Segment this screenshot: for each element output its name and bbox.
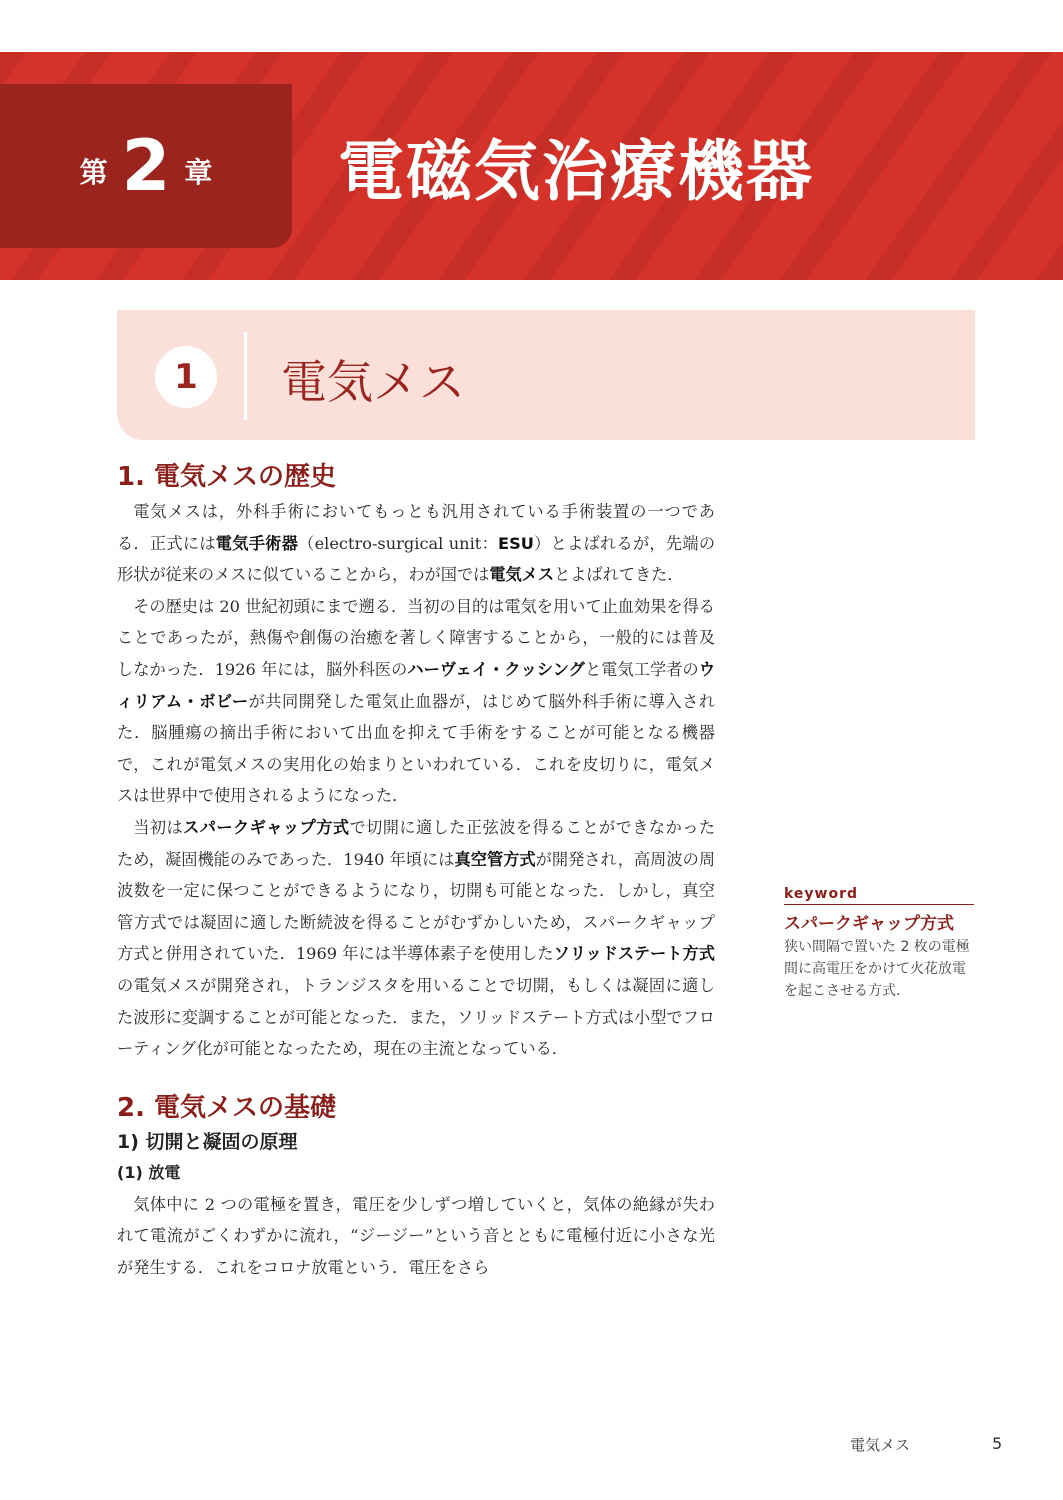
- chapter-number: 2: [121, 125, 171, 207]
- heading-basics: 2. 電気メスの基礎: [117, 1092, 337, 1123]
- footer-section: 電気メス: [850, 1436, 911, 1454]
- keyword-label: keyword: [784, 886, 974, 905]
- subsubheading-discharge: (1) 放電: [117, 1162, 181, 1182]
- paragraph-1: 電気メスは，外科手術においてもっとも汎用されている手術装置の一つである．正式には電気手術器（electro-surgical unit：ESU）とよばれるが，先端の形状が従来のメスに似ていることから，わが国では電気メスとよばれてきた．: [117, 502, 716, 585]
- page-number: 5: [992, 1434, 1003, 1453]
- subheading-principle: 1) 切開と凝固の原理: [117, 1130, 298, 1153]
- chapter-prefix: 第: [79, 156, 108, 189]
- main-content: [117, 458, 715, 1283]
- chapter-title: 電磁気治療機器: [338, 133, 814, 210]
- section-number: 1: [155, 346, 217, 408]
- chapter-tab: [0, 84, 292, 248]
- keyword-box: [784, 886, 974, 1002]
- paragraph-2: その歴史は 20 世紀初頭にまで遡る．当初の目的は電気を用いて止血効果を得ることであったが，熱傷や創傷の治癒を著しく障害することから，一般的には普及しなかった．1926 年には，脳外科医のハーヴェイ・クッシングと電気工学者のウィリアム・ボビーが共同開発した電気止血器が，はじめて脳外科手術に導入された．脳腫瘍の摘出手術において出血を抑えて手術をすることが可能となる機器で，これが電気メスの実用化の始まりといわれている．これを皮切りに，電気メスは世界中で使用されるようになった．: [117, 596, 716, 806]
- keyword-term: スパークギャップ方式: [784, 914, 954, 934]
- section-title: 電気メス: [281, 355, 465, 409]
- paragraph-3: 当初はスパークギャップ方式で切開に適した正弦波を得ることができなかったため，凝固機能のみであった．1940 年頃には真空管方式が開発され，高周波の周波数を一定に保つことができるようになり，切開も可能となった．しかし，真空管方式では凝固に適した断続波を得ることがむずかしいため，スパークギャップ方式と併用されていた．1969 年には半導体素子を使用したソリッドステート方式の電気メスが開発され，トランジスタを用いることで切開，もしくは凝固に適した波形に変調することが可能となった．また，ソリッドステート方式は小型でフローティング化が可能となったため，現在の主流となっている．: [117, 817, 716, 1059]
- section-header: [117, 310, 975, 440]
- keyword-description: 狭い間隔で置いた 2 枚の電極間に高電圧をかけて火花放電を起こさせる方式.: [784, 939, 970, 999]
- heading-history: 1. 電気メスの歴史: [117, 462, 337, 492]
- section-divider: [244, 332, 247, 420]
- spacer: [117, 1065, 715, 1089]
- paragraph-4: 気体中に 2 つの電極を置き，電圧を少しずつ増していくと，気体の絶縁が失われて電流がごくわずかに流れ，“ジージー”という音とともに電極付近に小さな光が発生する．これをコロナ放電という．電圧をさら: [117, 1194, 715, 1277]
- chapter-suffix: 章: [184, 156, 213, 189]
